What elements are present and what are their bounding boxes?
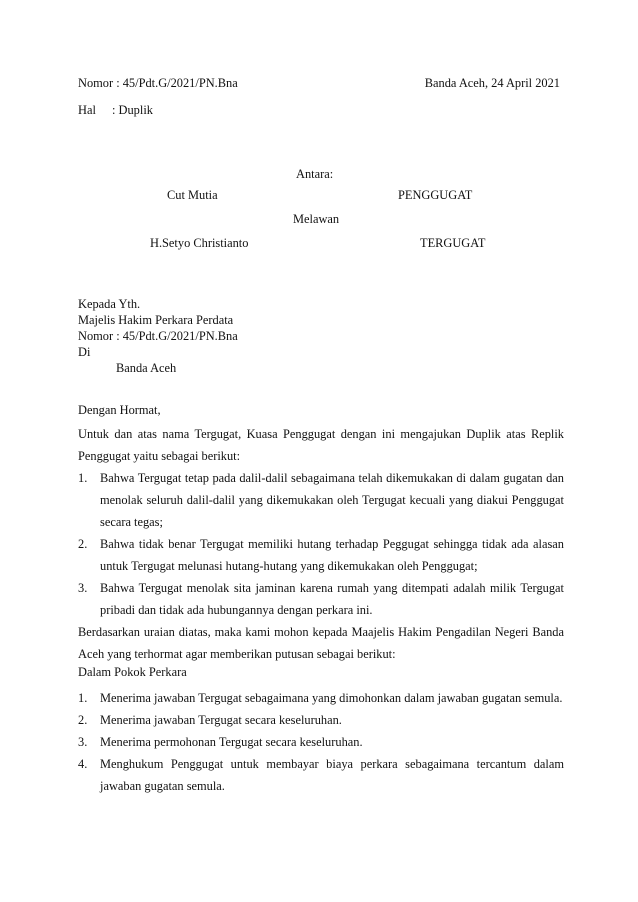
antara-label: Antara: xyxy=(296,167,334,181)
list-text: Menerima jawaban Tergugat secara keseluruhan. xyxy=(100,713,342,727)
intro-paragraph: Untuk dan atas nama Tergugat, Kuasa Penggugat dengan ini mengajukan Duplik atas Replik Penggugat yaitu sebagai berikut: xyxy=(78,427,564,463)
conclusion-paragraph: Berdasarkan uraian diatas, maka kami mohon kepada Maajelis Hakim Pengadilan Negeri Banda Aceh yang terhormat agar memberikan putusan sebagai berikut: xyxy=(78,625,564,661)
plaintiff-role: PENGGUGAT xyxy=(398,188,473,202)
list-text: Menerima jawaban Tergugat sebagaimana yang dimohonkan dalam jawaban gugatan semula. xyxy=(100,691,563,705)
case-number: Nomor : 45/Pdt.G/2021/PN.Bna xyxy=(78,76,238,90)
greeting: Dengan Hormat, xyxy=(78,403,161,417)
list-item xyxy=(78,533,564,577)
list-number: 3. xyxy=(78,581,88,595)
list-number: 2. xyxy=(78,713,88,727)
list-text: Menghukum Penggugat untuk membayar biaya perkara sebagaimana tercantum dalam jawaban gugatan semula. xyxy=(100,757,564,793)
list-number: 2. xyxy=(78,537,88,551)
place-and-date: Banda Aceh, 24 April 2021 xyxy=(424,76,560,90)
defendant-name: H.Setyo Christianto xyxy=(150,236,249,250)
list-text: Bahwa Tergugat menolak sita jaminan karena rumah yang ditempati adalah milik Tergugat pribadi dan tidak ada hubungannya dengan perkara ini. xyxy=(100,581,564,617)
section-title: Dalam Pokok Perkara xyxy=(78,665,187,679)
list-item xyxy=(78,687,564,709)
addressee-line-3: Nomor : 45/Pdt.G/2021/PN.Bna xyxy=(78,329,238,343)
addressee-line-1: Kepada Yth. xyxy=(78,297,141,311)
list-item xyxy=(78,467,564,533)
addressee-line-5: Banda Aceh xyxy=(116,361,177,375)
list-text: Bahwa Tergugat tetap pada dalil-dalil sebagaimana telah dikemukakan di dalam gugatan dan menolak seluruh dalil-dalil yang dikemukakan oleh Tergugat kecuali yang diakui Penggugat secara tegas; xyxy=(100,471,564,529)
addressee-line-2: Majelis Hakim Perkara Perdata xyxy=(78,313,234,327)
list-text: Bahwa tidak benar Tergugat memiliki hutang terhadap Peggugat sehingga tidak ada alasan untuk Tergugat melunasi hutang-hutang yang dikemukakan oleh Penggugat; xyxy=(100,537,564,573)
requests-list xyxy=(78,687,564,797)
subject-label: Hal xyxy=(78,103,96,117)
list-item xyxy=(78,577,564,621)
plaintiff-name: Cut Mutia xyxy=(167,188,218,202)
list-item xyxy=(78,753,564,797)
subject-value: : Duplik xyxy=(112,103,153,117)
duplik-points xyxy=(78,467,564,621)
list-item xyxy=(78,731,564,753)
list-number: 1. xyxy=(78,471,88,485)
list-text: Menerima permohonan Tergugat secara keseluruhan. xyxy=(100,735,363,749)
list-item xyxy=(78,709,564,731)
list-number: 3. xyxy=(78,735,88,749)
defendant-role: TERGUGAT xyxy=(420,236,486,250)
melawan-label: Melawan xyxy=(293,212,340,226)
list-number: 4. xyxy=(78,757,88,771)
list-number: 1. xyxy=(78,691,88,705)
addressee-line-4: Di xyxy=(78,345,91,359)
